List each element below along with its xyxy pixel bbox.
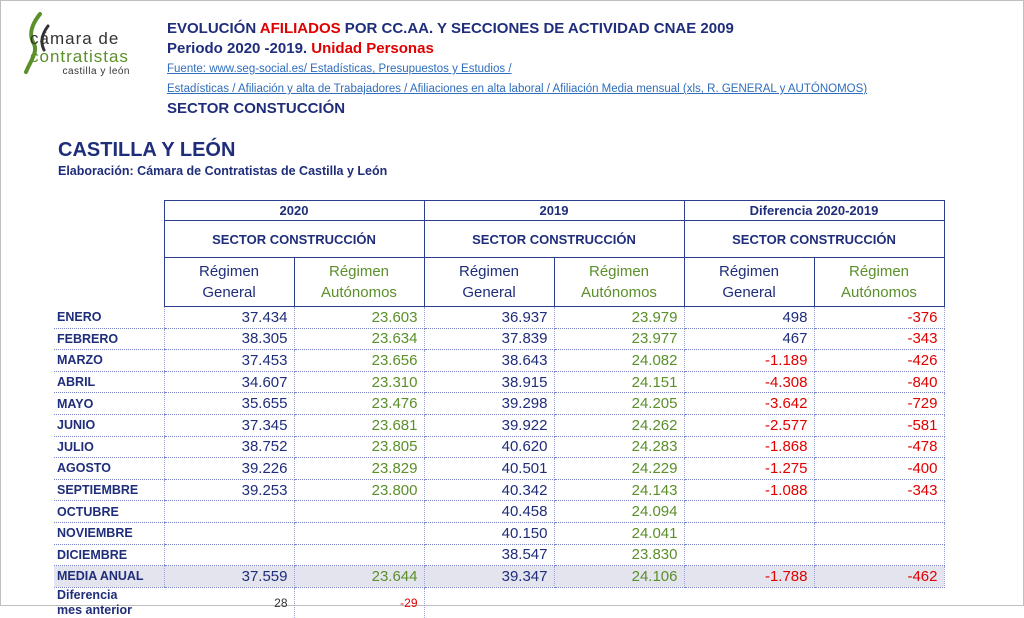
value-g19: 37.839 xyxy=(424,328,554,350)
value-a20: 23.634 xyxy=(294,328,424,350)
table-row xyxy=(54,328,944,350)
value-a20: 23.476 xyxy=(294,393,424,415)
value-dg: -4.308 xyxy=(684,371,814,393)
table-row xyxy=(54,458,944,480)
month-label: OCTUBRE xyxy=(54,501,164,523)
value-a19: 24.041 xyxy=(554,522,684,544)
month-label: MEDIA ANUAL xyxy=(54,566,164,588)
value-g20: 39.226 xyxy=(164,458,294,480)
value-g20: 35.655 xyxy=(164,393,294,415)
diferencia-autonomos: -29 xyxy=(294,587,424,618)
value-da: -840 xyxy=(814,371,944,393)
month-label: NOVIEMBRE xyxy=(54,522,164,544)
value-g20: 37.345 xyxy=(164,414,294,436)
value-dg: 498 xyxy=(684,307,814,329)
value-da: -343 xyxy=(814,479,944,501)
logo-line2: contratistas xyxy=(30,47,129,66)
table-row xyxy=(54,371,944,393)
value-dg: -2.577 xyxy=(684,414,814,436)
month-label: MARZO xyxy=(54,350,164,372)
table-row xyxy=(54,479,944,501)
year-2019: 2019 xyxy=(424,201,684,221)
value-g19: 39.347 xyxy=(424,566,554,588)
month-label: FEBRERO xyxy=(54,328,164,350)
value-g19: 40.458 xyxy=(424,501,554,523)
value-a19: 24.205 xyxy=(554,393,684,415)
value-a20: 23.656 xyxy=(294,350,424,372)
value-da xyxy=(814,522,944,544)
data-table xyxy=(54,200,945,618)
diferencia-row xyxy=(54,587,944,618)
month-label: JUNIO xyxy=(54,414,164,436)
region-title: CASTILLA Y LEÓN xyxy=(58,139,236,161)
value-g19: 39.922 xyxy=(424,414,554,436)
value-a20: 23.644 xyxy=(294,566,424,588)
value-g20: 37.559 xyxy=(164,566,294,588)
value-a19: 24.229 xyxy=(554,458,684,480)
value-da: -581 xyxy=(814,414,944,436)
regimen-autonomos-header: Régimen Autónomos xyxy=(294,258,424,307)
value-a19: 23.830 xyxy=(554,544,684,566)
month-label: MAYO xyxy=(54,393,164,415)
value-a20 xyxy=(294,522,424,544)
value-g20: 38.752 xyxy=(164,436,294,458)
table-row xyxy=(54,414,944,436)
value-da: -343 xyxy=(814,328,944,350)
value-a20: 23.800 xyxy=(294,479,424,501)
table-row xyxy=(54,544,944,566)
logo-line1: cámara de xyxy=(30,29,120,48)
corner-blank xyxy=(54,201,164,221)
value-g19: 36.937 xyxy=(424,307,554,329)
regimen-general-header: Régimen General xyxy=(424,258,554,307)
value-g19: 40.342 xyxy=(424,479,554,501)
year-diff: Diferencia 2020-2019 xyxy=(684,201,944,221)
regimen-general-header: Régimen General xyxy=(684,258,814,307)
value-a19: 24.094 xyxy=(554,501,684,523)
header xyxy=(167,20,867,120)
period-title: Periodo 2020 -2019. Unidad Personas xyxy=(167,40,434,57)
value-g20 xyxy=(164,544,294,566)
page-title: EVOLUCIÓN AFILIADOS POR CC.AA. Y SECCIONES DE ACTIVIDAD CNAE 2009 xyxy=(167,20,734,37)
value-a20 xyxy=(294,544,424,566)
value-a20: 23.603 xyxy=(294,307,424,329)
value-g20: 38.305 xyxy=(164,328,294,350)
value-g20: 37.453 xyxy=(164,350,294,372)
value-da: -400 xyxy=(814,458,944,480)
value-g20 xyxy=(164,522,294,544)
value-dg: -1.088 xyxy=(684,479,814,501)
value-g19: 40.620 xyxy=(424,436,554,458)
month-label: SEPTIEMBRE xyxy=(54,479,164,501)
table-row xyxy=(54,501,944,523)
value-a20: 23.310 xyxy=(294,371,424,393)
value-dg: -3.642 xyxy=(684,393,814,415)
value-g20: 34.607 xyxy=(164,371,294,393)
month-label: ABRIL xyxy=(54,371,164,393)
source-link-2[interactable]: Estadísticas / Afiliación y alta de Trabajadores / Afiliaciones en alta laboral / Afiliación Media mensual (xls, R. GENERAL y AUTÓNOMOS) xyxy=(167,83,868,95)
value-dg: -1.275 xyxy=(684,458,814,480)
regimen-autonomos-header: Régimen Autónomos xyxy=(814,258,944,307)
value-da: -426 xyxy=(814,350,944,372)
value-a19: 24.283 xyxy=(554,436,684,458)
value-dg: -1.868 xyxy=(684,436,814,458)
value-da: -462 xyxy=(814,566,944,588)
value-g19: 40.501 xyxy=(424,458,554,480)
sector-header: SECTOR CONSTRUCCIÓN xyxy=(684,221,944,258)
table-row xyxy=(54,350,944,372)
value-a20: 23.829 xyxy=(294,458,424,480)
value-g19: 38.915 xyxy=(424,371,554,393)
value-g19: 40.150 xyxy=(424,522,554,544)
year-2020: 2020 xyxy=(164,201,424,221)
elaboration-note: Elaboración: Cámara de Contratistas de Castilla y León xyxy=(58,164,388,178)
month-label: JULIO xyxy=(54,436,164,458)
value-dg: 467 xyxy=(684,328,814,350)
diferencia-general: 28 xyxy=(164,587,294,618)
regimen-general-header: Régimen General xyxy=(164,258,294,307)
value-a20: 23.805 xyxy=(294,436,424,458)
value-dg: -1.189 xyxy=(684,350,814,372)
month-label: AGOSTO xyxy=(54,458,164,480)
value-da xyxy=(814,544,944,566)
table-row xyxy=(54,522,944,544)
value-dg xyxy=(684,522,814,544)
diferencia-label: Diferencia mes anterior xyxy=(57,587,133,617)
value-dg: -1.788 xyxy=(684,566,814,588)
logo-line3: castilla y león xyxy=(62,66,130,77)
month-label: ENERO xyxy=(54,307,164,329)
logo xyxy=(18,12,168,82)
value-a19: 24.082 xyxy=(554,350,684,372)
value-a19: 24.143 xyxy=(554,479,684,501)
value-dg xyxy=(684,544,814,566)
value-a19: 23.977 xyxy=(554,328,684,350)
value-a19: 24.262 xyxy=(554,414,684,436)
value-a19: 24.106 xyxy=(554,566,684,588)
month-label: DICIEMBRE xyxy=(54,544,164,566)
value-g20: 37.434 xyxy=(164,307,294,329)
value-da xyxy=(814,501,944,523)
value-g19: 39.298 xyxy=(424,393,554,415)
table-row xyxy=(54,307,944,329)
value-a20: 23.681 xyxy=(294,414,424,436)
value-a19: 23.979 xyxy=(554,307,684,329)
source-link-1[interactable]: Fuente: www.seg-social.es/ Estadísticas, Presupuestos y Estudios / xyxy=(167,63,512,75)
media-anual-row xyxy=(54,566,944,588)
value-da: -478 xyxy=(814,436,944,458)
value-g19: 38.547 xyxy=(424,544,554,566)
value-da: -729 xyxy=(814,393,944,415)
value-da: -376 xyxy=(814,307,944,329)
value-g20: 39.253 xyxy=(164,479,294,501)
sector-title: SECTOR CONSTUCCIÓN xyxy=(167,100,346,117)
value-a19: 24.151 xyxy=(554,371,684,393)
sector-header: SECTOR CONSTRUCCIÓN xyxy=(424,221,684,258)
value-g19: 38.643 xyxy=(424,350,554,372)
value-dg xyxy=(684,501,814,523)
value-g20 xyxy=(164,501,294,523)
regimen-autonomos-header: Régimen Autónomos xyxy=(554,258,684,307)
table-row xyxy=(54,393,944,415)
value-a20 xyxy=(294,501,424,523)
sector-header: SECTOR CONSTRUCCIÓN xyxy=(164,221,424,258)
table-row xyxy=(54,436,944,458)
